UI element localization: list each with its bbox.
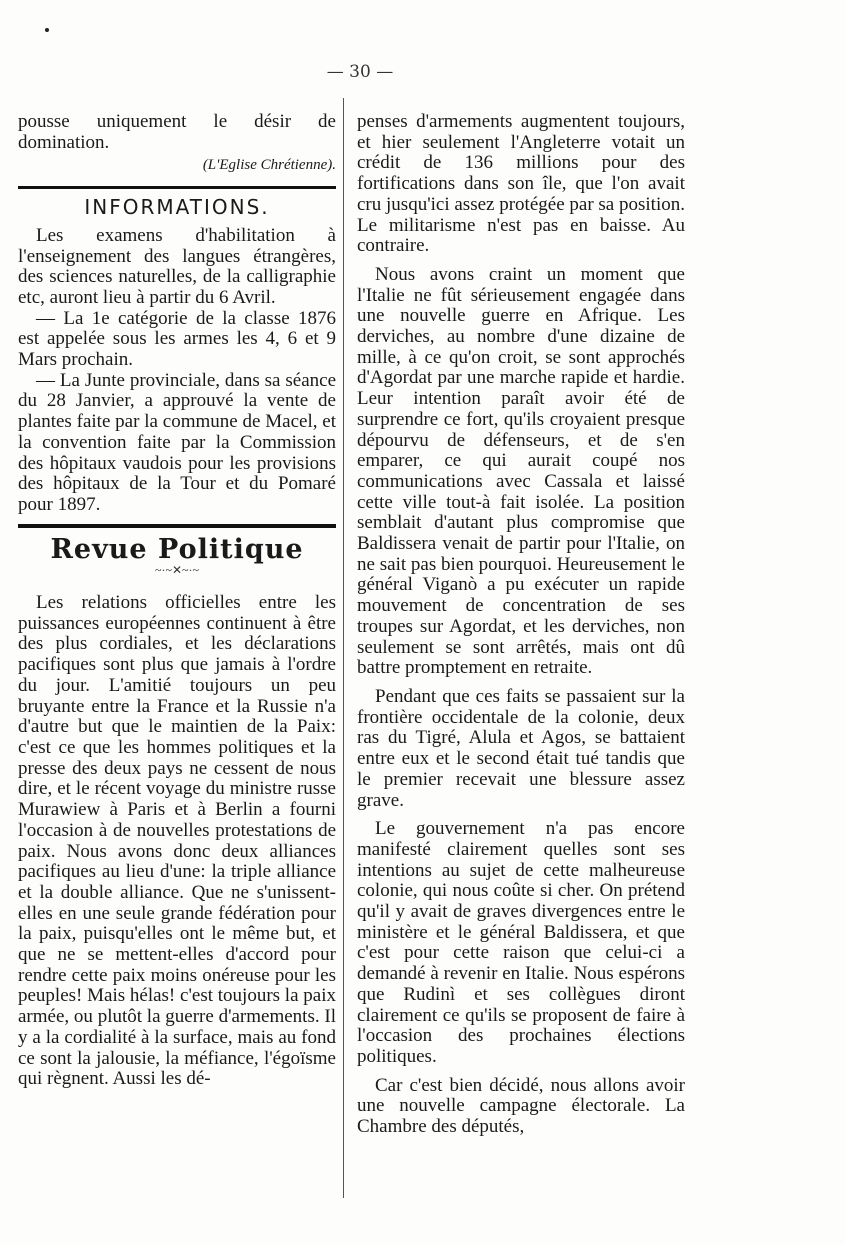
right-column	[357, 112, 685, 1138]
section-rule	[18, 524, 336, 528]
ink-speck	[45, 28, 49, 32]
column-divider	[343, 98, 344, 1198]
article-paragraph: Car c'est bien décidé, nous allons avoir une nouvelle campagne électorale. La Chambre des députés,	[357, 1074, 685, 1138]
revue-paragraph: Les relations officielles entre les puissances européennes continuent à être des plus cordiales, et les déclarations pacifiques sont plus que jamais à l'ordre du jour. L'amitié toujours un peu bruyante entre la France et la Russie n'a d'autre but que le maintien de la Paix: c'est ce que les hommes politiques et la presse des deux pays ne cessent de nous dire, et le récent voyage du ministre russe Murawiew à Paris et à Berlin a fourni l'occasion à de nouvelles protestations de paix. Nous avons donc deux alliances pacifiques au lieu d'une: la triple alliance et la double alliance. Que ne s'unissent-elles en une seule grande fédération pour la paix, puisqu'elles ont le même but, et que ne se mettent-elles d'accord pour rendre cette paix moins onéreuse pour les peuples! Mais hélas! c'est toujours la paix armée, ou plutôt la guerre d'armements. Il y a la cordialité à la surface, mais au fond ce sont la jalousie, la méfiance, l'égoïsme qui règnent. Aussi les dé-	[18, 592, 336, 1090]
article-paragraph: penses d'armements augmentent toujours, et hier seulement l'Angleterre votait un crédit de 136 millions pour des fortifications dans son île, que l'on avait cru jusqu'ici assez protégée par sa position. Le militarisme n'est pas en baisse. Au contraire.	[357, 111, 685, 257]
article-paragraph: Le gouvernement n'a pas encore manifesté clairement quelles sont ses intentions au sujet de cette malheureuse colonie, qui nous coûte si cher. On prétend qu'il y avait de graves divergences entre le ministère et le général Baldissera, et que c'est pour cette raison que celui-ci a demandé à revenir en Italie. Nous espérons que Rudinì et ses collègues diront clairement ce qu'ils se proposent de faire à l'occasion des prochaines élections politiques.	[357, 818, 685, 1067]
info-paragraph: — La 1e catégorie de la classe 1876 est appelée sous les armes les 4, 6 et 9 Mars prochain.	[18, 307, 336, 371]
section-rule	[18, 186, 336, 189]
informations-heading: INFORMATIONS.	[84, 195, 270, 220]
page-number: — 30 —	[326, 62, 394, 82]
left-column	[18, 112, 336, 1090]
info-paragraph: Les examens d'habilitation à l'enseignement des langues étrangères, des sciences naturelles, de la calligraphie etc, auront lieu à partir du 6 Avril.	[18, 224, 336, 308]
article-paragraph: Pendant que ces faits se passaient sur la frontière occidentale de la colonie, deux ras du Tigré, Alula et Agos, se battaient entre eux et le second était tué tandis que le premier recevait une blessure assez grave.	[357, 685, 685, 811]
ornament: ~·~✕~·~	[154, 563, 199, 578]
info-paragraph: — La Junte provinciale, dans sa séance du 28 Janvier, a approuvé la vente de plantes faite par la commune de Macel, et la convention faite par la Commission des hôpitaux vaudois pour les provisions des hôpitaux de la Tour et du Pomaré pour 1897.	[18, 369, 336, 515]
intro-text: pousse uniquement le désir de domination.	[18, 111, 336, 153]
revue-heading: Revue Politique	[50, 533, 304, 565]
article-paragraph: Nous avons craint un moment que l'Italie ne fût sérieusement engagée dans une nouvelle guerre en Afrique. Les derviches, au nombre d'une dizaine de mille, à ce qu'on croit, se sont approchés d'Agordat par une marche rapide et hardie. Leur intention paraît avoir été de surprendre ce fort, qu'ils croyaient presque dépourvu de défenseurs, et de s'en emparer, ce qui aurait coupé nos communications avec Cassala et laissé cette ville tout-à fait isolée. La position semblait d'autant plus compromise que Baldissera venait de partir pour l'Italie, on ne sait pas bien pourquoi. Heureusement le général Viganò a pu exécuter un rapide mouvement de concentration de ses troupes sur Agordat, et les derviches, non seulement se sont arrêtés, mais ont dû battre promptement en retraite.	[357, 263, 685, 679]
intro-source: (L'Eglise Chrétienne).	[202, 157, 336, 174]
